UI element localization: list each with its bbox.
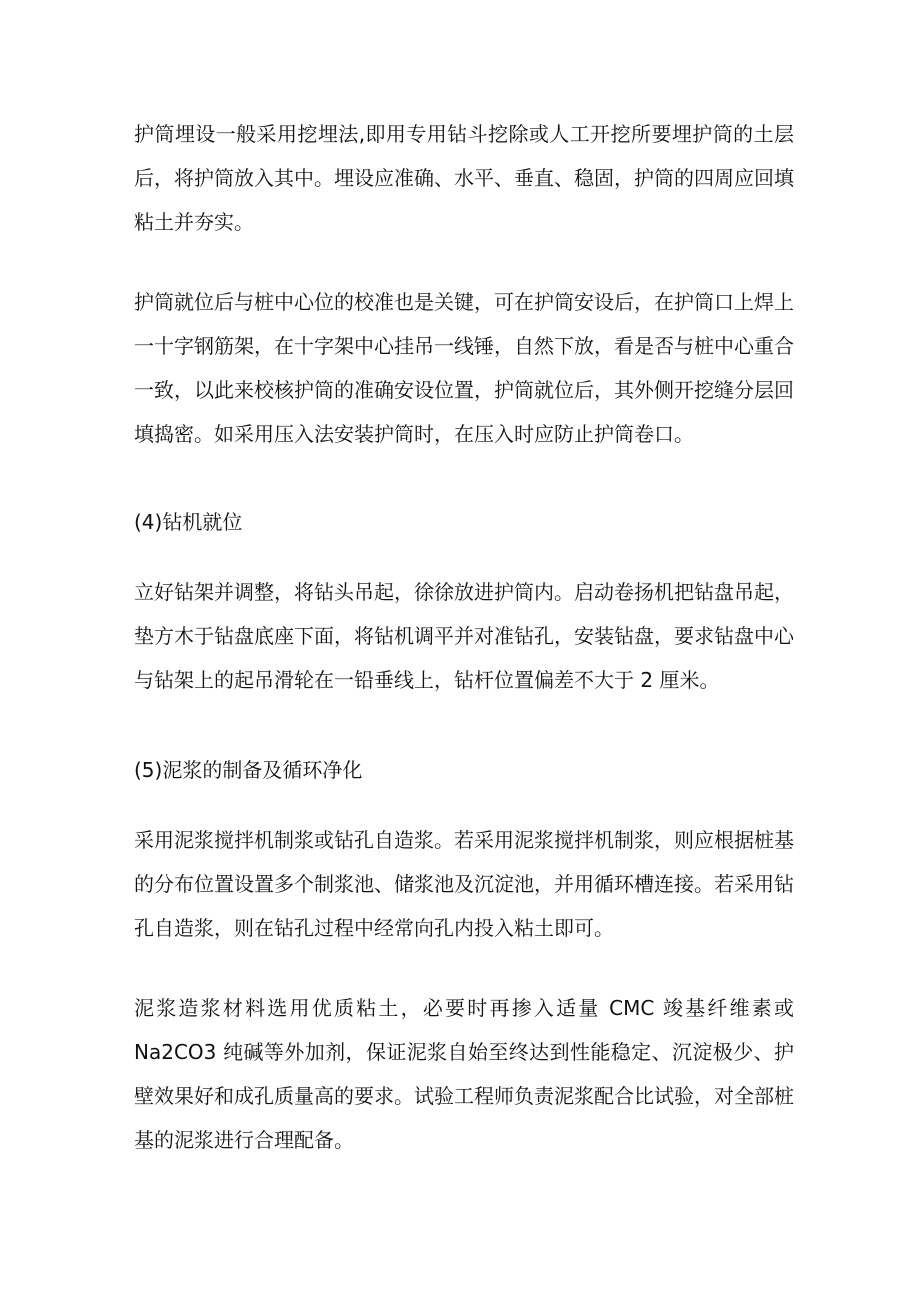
text-line: 壁效果好和成孔质量高的要求。试验工程师负责泥浆配合比试验，对全部桩 [134, 1084, 794, 1108]
text-line: 一致，以此来校核护筒的准确安设位置，护筒就位后，其外侧开挖缝分层回 [134, 378, 794, 402]
paragraph-slurry-making [134, 818, 794, 950]
text-line: 垫方木于钻盘底座下面，将钻机调平并对准钻孔，安装钻盘，要求钻盘中心 [134, 624, 794, 648]
paragraph-casing-calibration [134, 280, 794, 456]
text-line: 与钻架上的起吊滑轮在一铅垂线上，钻杆位置偏差不大于 2 厘米。 [134, 668, 720, 692]
text-line: 孔自造浆，则在钻孔过程中经常向孔内投入粘土即可。 [134, 916, 614, 940]
section-heading-slurry-preparation [134, 748, 794, 792]
text-line: 护筒埋设一般采用挖埋法,即用专用钻斗挖除或人工开挖所要埋护筒的土层 [134, 122, 794, 146]
text-line: Na2CO3 纯碱等外加剂，保证泥浆自始至终达到性能稳定、沉淀极少、护 [134, 1040, 794, 1064]
text-line: 粘土并夯实。 [134, 210, 254, 234]
text-line: 后，将护筒放入其中。埋设应准确、水平、垂直、稳固，护筒的四周应回填 [134, 166, 794, 190]
paragraph-casing-burying [134, 112, 794, 244]
heading-text: (5)泥浆的制备及循环净化 [134, 758, 363, 782]
section-heading-drill-positioning [134, 500, 794, 544]
heading-text: (4)钻机就位 [134, 510, 243, 534]
text-line: 的分布位置设置多个制浆池、储浆池及沉淀池，并用循环槽连接。若采用钻 [134, 872, 794, 896]
text-line: 填捣密。如采用压入法安装护筒时，在压入时应防止护筒卷口。 [134, 422, 694, 446]
text-line: 护筒就位后与桩中心位的校准也是关键，可在护筒安设后，在护筒口上焊上 [134, 290, 794, 314]
text-line: 立好钻架并调整，将钻头吊起，徐徐放进护筒内。启动卷扬机把钻盘吊起， [134, 580, 794, 604]
paragraph-drill-setup [134, 570, 794, 702]
text-line: 一十字钢筋架，在十字架中心挂吊一线锤，自然下放，看是否与桩中心重合 [134, 334, 794, 358]
text-line: 泥浆造浆材料选用优质粘土，必要时再掺入适量 CMC 竣基纤维素或 [134, 996, 794, 1020]
text-line: 采用泥浆搅拌机制浆或钻孔自造浆。若采用泥浆搅拌机制浆，则应根据桩基 [134, 828, 794, 852]
text-line: 基的泥浆进行合理配备。 [134, 1128, 354, 1152]
paragraph-slurry-materials [134, 986, 794, 1162]
